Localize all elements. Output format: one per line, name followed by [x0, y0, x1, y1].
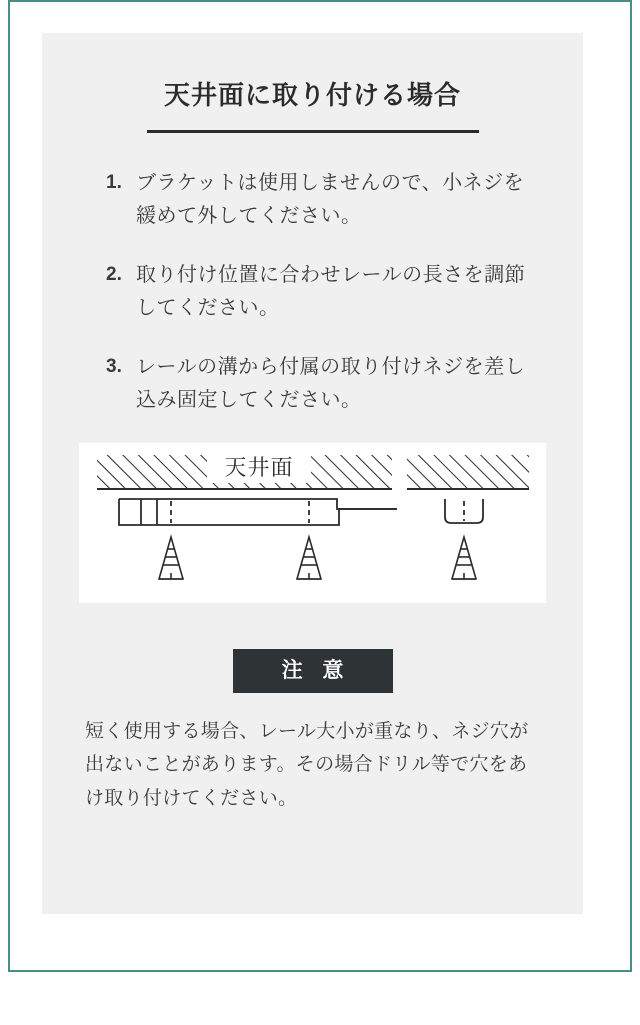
- list-item: [42, 167, 583, 233]
- list-item: [42, 351, 583, 417]
- steps-list: [42, 133, 583, 417]
- list-item: [42, 259, 583, 325]
- step-number: 3.: [106, 356, 122, 377]
- diagram-svg: [79, 443, 546, 603]
- step-text: レールの溝から付属の取り付けネジを差し込み固定してください。: [136, 356, 526, 411]
- step-text: ブラケットは使用しませんので、小ネジを緩めて外してください。: [136, 172, 525, 227]
- step-text: 取り付け位置に合わせレールの長さを調節してください。: [136, 264, 526, 319]
- step-number: 2.: [106, 264, 122, 285]
- page-title: 天井面に取り付ける場合: [163, 80, 461, 110]
- ceiling-mount-diagram: [79, 443, 546, 603]
- caution-badge: 注 意: [233, 649, 393, 693]
- caution-text: 短く使用する場合、レール大小が重なり、ネジ穴が出ないことがあります。その場合ドリル等で穴をあけ取り付けてください。: [85, 721, 529, 809]
- instruction-card: [42, 33, 583, 914]
- page-frame: [8, 0, 632, 972]
- ceiling-label: 天井面: [207, 453, 311, 483]
- step-number: 1.: [106, 172, 122, 193]
